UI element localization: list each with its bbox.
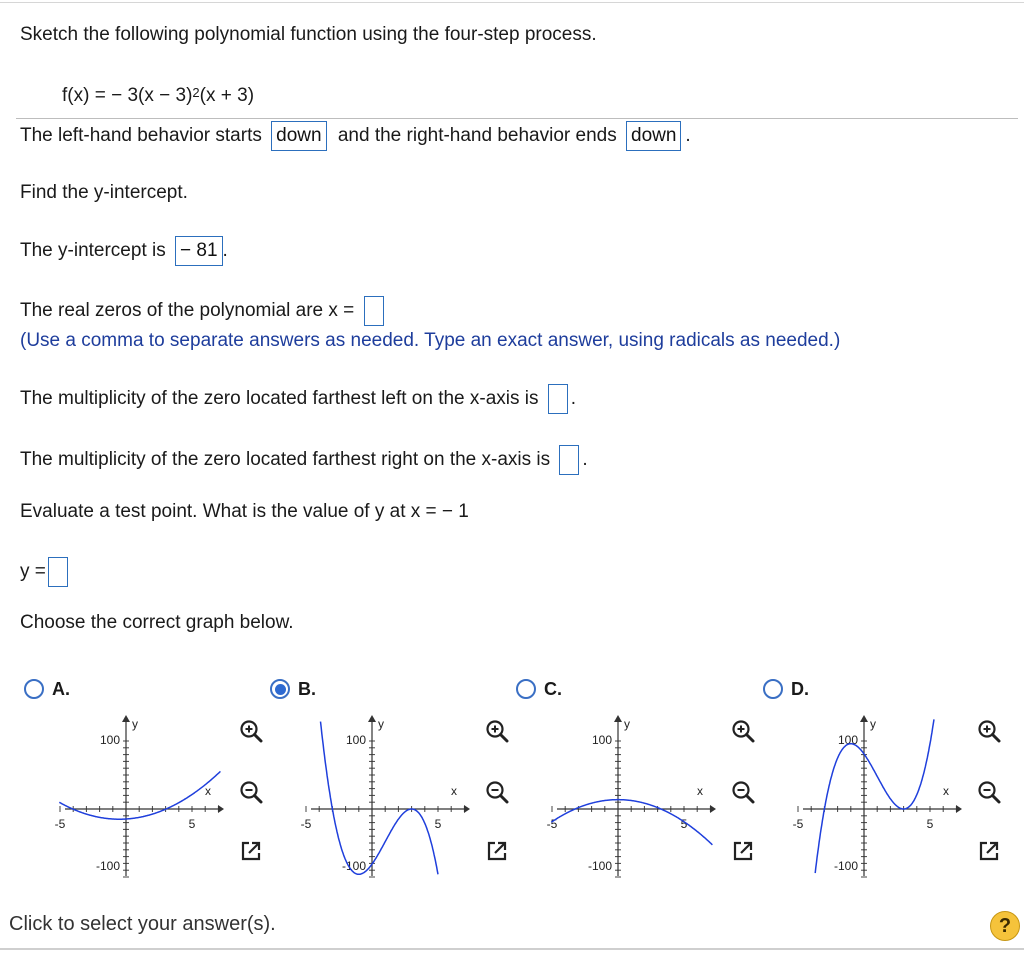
instruction: Sketch the following polynomial function using the four-step process. (20, 24, 597, 45)
test-point-y-label: y = (20, 561, 46, 583)
x-axis-label: x (205, 784, 211, 798)
function-exponent: 2 (192, 85, 200, 100)
graph-d[interactable] (793, 712, 963, 882)
y-axis-arrow (368, 715, 376, 722)
x-axis-label: x (451, 784, 457, 798)
graph-b-zoom-out-icon[interactable] (484, 779, 510, 805)
zeros-row (20, 296, 387, 326)
option-b-radio[interactable] (270, 679, 290, 699)
x-tick-label-left: -5 (55, 817, 66, 831)
y-axis-arrow (860, 715, 868, 722)
left-behavior-answer[interactable]: down (271, 121, 326, 151)
graph-b-zoom-in-icon[interactable] (484, 718, 510, 744)
function-suffix: (x + 3) (199, 85, 255, 106)
x-tick-label-right: 5 (188, 817, 196, 831)
graph-c-zoom-in-icon[interactable] (730, 718, 756, 744)
behavior-row (20, 121, 691, 151)
graph-c[interactable] (547, 712, 717, 882)
choose-prompt: Choose the correct graph below. (20, 612, 294, 633)
top-divider (0, 2, 1024, 3)
y-axis-label: y (624, 717, 630, 731)
y-intercept-prompt: Find the y-intercept. (20, 182, 188, 203)
help-icon[interactable]: ? (990, 911, 1020, 941)
x-axis-label: x (943, 784, 949, 798)
graph-d-zoom-in-icon[interactable] (976, 718, 1002, 744)
x-axis-arrow (464, 805, 470, 813)
bottom-divider (0, 948, 1024, 950)
behavior-left-text: The left-hand behavior starts (20, 125, 262, 147)
zeros-statement: The real zeros of the polynomial are x = (20, 300, 355, 322)
y-tick-label-bottom: -100 (587, 859, 612, 873)
x-axis-arrow (218, 805, 224, 813)
test-point-row (20, 557, 71, 587)
test-point-prompt: Evaluate a test point. What is the value of y at x = − 1 (20, 501, 469, 522)
x-tick-label-left: -5 (793, 817, 804, 831)
y-tick-label-bottom: -100 (341, 859, 366, 873)
graph-b-open-new-window-icon[interactable] (484, 838, 510, 864)
graph-a[interactable] (55, 712, 225, 882)
x-tick-label-right: 5 (926, 817, 934, 831)
multiplicity-right-end: . (582, 449, 588, 471)
y-intercept-end: . (222, 240, 228, 262)
multiplicity-left-statement: The multiplicity of the zero located farthest left on the x-axis is (20, 388, 539, 410)
x-axis-arrow (956, 805, 962, 813)
graph-a-zoom-out-icon[interactable] (238, 779, 264, 805)
multiplicity-right-input[interactable] (559, 445, 579, 475)
x-axis-label: x (697, 784, 703, 798)
multiplicity-left-input[interactable] (548, 384, 568, 414)
y-tick-label-bottom: -100 (95, 859, 120, 873)
behavior-end: . (685, 125, 691, 147)
option-d-label: D. (791, 678, 809, 699)
y-axis-label: y (132, 717, 138, 731)
graph-c-zoom-out-icon[interactable] (730, 779, 756, 805)
y-intercept-statement: The y-intercept is (20, 240, 166, 262)
graph-b-curve (321, 722, 439, 875)
y-tick-label-bottom: -100 (833, 859, 858, 873)
option-c-label: C. (544, 678, 562, 699)
y-axis-arrow (122, 715, 130, 722)
option-d[interactable] (763, 675, 809, 703)
zeros-answer-input[interactable] (364, 296, 384, 326)
y-tick-label-top: 100 (837, 733, 858, 747)
x-tick-label-right: 5 (434, 817, 442, 831)
option-c-radio[interactable] (516, 679, 536, 699)
x-tick-label-left: -5 (301, 817, 312, 831)
x-tick-label-left: -5 (547, 817, 558, 831)
y-axis-arrow (614, 715, 622, 722)
y-tick-label-top: 100 (99, 733, 120, 747)
option-a-radio[interactable] (24, 679, 44, 699)
y-tick-label-top: 100 (345, 733, 366, 747)
y-axis-label: y (870, 717, 876, 731)
section-divider (16, 118, 1018, 119)
graph-c-curve (551, 800, 712, 845)
y-axis-label: y (378, 717, 384, 731)
graph-d-open-new-window-icon[interactable] (976, 838, 1002, 864)
right-behavior-answer[interactable]: down (626, 121, 681, 151)
multiplicity-left-row (20, 384, 576, 414)
behavior-middle-text: and the right-hand behavior ends (337, 125, 617, 147)
graph-c-open-new-window-icon[interactable] (730, 838, 756, 864)
multiplicity-right-statement: The multiplicity of the zero located farthest right on the x-axis is (20, 449, 551, 471)
graph-d-zoom-out-icon[interactable] (976, 779, 1002, 805)
y-tick-label-top: 100 (591, 733, 612, 747)
option-d-radio[interactable] (763, 679, 783, 699)
multiplicity-right-row (20, 445, 588, 475)
option-b[interactable] (270, 675, 316, 703)
x-axis-arrow (710, 805, 716, 813)
function-prefix: f(x) = − 3(x − 3) (62, 85, 193, 106)
test-point-input[interactable] (48, 557, 68, 587)
graph-a-curve (59, 771, 220, 819)
graph-b[interactable] (301, 712, 471, 882)
option-a[interactable] (24, 675, 70, 703)
option-b-label: B. (298, 678, 316, 699)
y-intercept-row (20, 236, 228, 266)
option-c[interactable] (516, 675, 562, 703)
footer-instruction: Click to select your answer(s). (9, 913, 276, 935)
graph-a-zoom-in-icon[interactable] (238, 718, 264, 744)
x-tick-label-right: 5 (680, 817, 688, 831)
y-intercept-answer[interactable]: − 81 (175, 236, 223, 266)
graph-a-open-new-window-icon[interactable] (238, 838, 264, 864)
function-expression (62, 84, 254, 108)
option-a-label: A. (52, 678, 70, 699)
multiplicity-left-end: . (570, 388, 577, 410)
zeros-hint: (Use a comma to separate answers as needed. Type an exact answer, using radicals as needed.) (20, 330, 841, 351)
graph-d-curve (815, 719, 934, 873)
